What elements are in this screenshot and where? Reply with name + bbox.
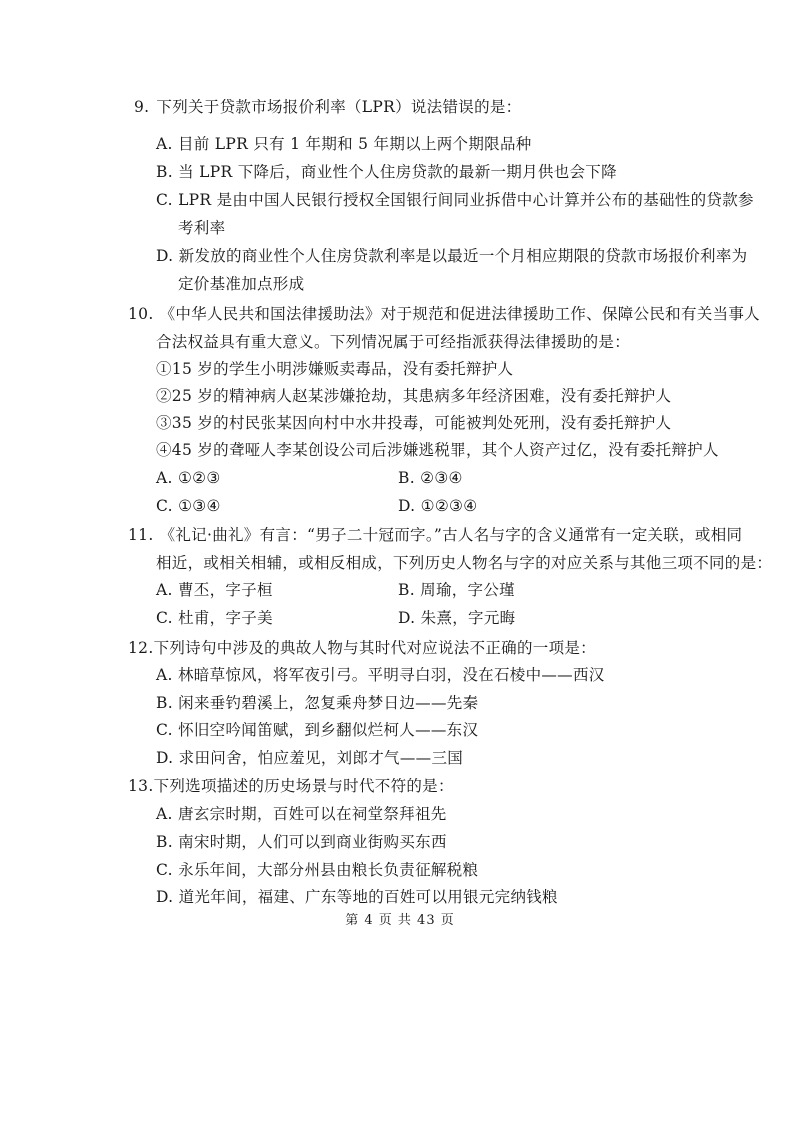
option-c: [156, 860, 478, 880]
option-letter: B.: [156, 833, 173, 851]
statement-4: ④45 岁的聋哑人李某创设公司后涉嫌逃税罪，其个人资产过亿，没有委托辩护人: [156, 441, 719, 459]
option-letter: C.: [156, 609, 173, 627]
option-text: 朱熹，字元晦: [420, 609, 516, 627]
stem-line-continued: 合法权益具有重大意义。下列情况属于可经指派获得法律援助的是：: [156, 333, 631, 351]
option-c: [156, 608, 273, 628]
option-text: 道光年间，福建、广东等地的百姓可以用银元完纳钱粮: [178, 888, 558, 906]
option-text: 求田问舍，怕应羞见，刘郎才气——三国: [178, 749, 464, 767]
option-a: [156, 665, 605, 685]
option-text: 目前 LPR 只有 1 年期和 5 年期以上两个期限品种: [177, 135, 532, 153]
option-letter: D.: [156, 749, 174, 767]
option-a: [156, 134, 532, 154]
question-number: 10.: [128, 305, 154, 323]
option-letter: A.: [156, 469, 173, 487]
option-text: 永乐年间，大部分州县由粮长负责征解税粮: [178, 861, 479, 879]
option-b: [156, 162, 617, 182]
option-d: [156, 748, 463, 768]
page-footer: 第 4 页 共 43 页: [345, 913, 455, 928]
option-d-continued: 定价基准加点形成: [178, 275, 305, 293]
question-number: 12.: [128, 639, 154, 657]
question-stem: [128, 776, 454, 796]
option-a: [156, 804, 447, 824]
option-c: [156, 720, 478, 740]
option-text: 当 LPR 下降后，商业性个人住房贷款的最新一期月供也会下降: [178, 163, 617, 181]
option-text: 闲来垂钓碧溪上，忽复乘舟梦日边——先秦: [178, 694, 479, 712]
option-text: 南宋时期，人们可以到商业街购买东西: [178, 833, 447, 851]
option-letter: C.: [156, 861, 173, 879]
option-b: [156, 832, 447, 852]
option-d: [398, 608, 515, 628]
option-letter: B.: [156, 163, 173, 181]
option-letter: C.: [156, 191, 173, 209]
stem-line: 《中华人民共和国法律援助法》对于规范和促进法律援助工作、保障公民和有关当事人: [159, 305, 760, 323]
option-text: 杜甫，字子美: [178, 609, 273, 627]
option-d: [156, 887, 558, 907]
option-letter: C.: [156, 497, 173, 515]
stem-line: 下列选项描述的历史场景与时代不符的是：: [153, 777, 454, 795]
option-text: ①②③④: [420, 497, 478, 515]
option-text: 林暗草惊风，将军夜引弓。平明寻白羽，没在石棱中——西汉: [177, 666, 605, 684]
option-letter: B.: [156, 694, 173, 712]
option-b: [398, 468, 463, 488]
option-letter: D.: [398, 497, 416, 515]
option-d: [398, 496, 477, 516]
stem-line: 下列诗句中涉及的典故人物与其时代对应说法不正确的一项是：: [153, 639, 596, 657]
stem-line-continued: 相近，或相关相辅，或相反相成，下列历史人物名与字的对应关系与其他三项不同的是：: [156, 554, 773, 572]
option-letter: A.: [156, 805, 173, 823]
option-b: [398, 580, 515, 600]
statement-2: ②25 岁的精神病人赵某涉嫌抢劫，其患病多年经济困难，没有委托辩护人: [156, 387, 672, 405]
option-b: [156, 693, 478, 713]
option-letter: D.: [156, 247, 174, 265]
option-text: 周瑜，字公瑾: [420, 581, 515, 599]
option-c: [156, 190, 754, 210]
question-number: 9.: [134, 98, 150, 116]
stem-line: 《礼记·曲礼》有言：“男子二十冠而字。”古人名与字的含义通常有一定关联，或相同: [159, 526, 743, 544]
statement-3: ③35 岁的村民张某因向村中水井投毒，可能被判处死刑，没有委托辩护人: [156, 414, 672, 432]
option-letter: C.: [156, 721, 173, 739]
statement-1: ①15 岁的学生小明涉嫌贩卖毒品，没有委托辩护人: [156, 360, 514, 378]
option-letter: D.: [398, 609, 416, 627]
option-text: 曹丕，字子桓: [177, 581, 273, 599]
option-c-continued: 考利率: [178, 219, 226, 237]
option-text: ①②③: [177, 469, 221, 487]
stem-line: 下列关于贷款市场报价利率（LPR）说法错误的是：: [156, 98, 522, 116]
option-letter: A.: [156, 666, 173, 684]
question-stem: [134, 97, 522, 117]
question-stem: [128, 304, 760, 324]
option-text: 怀旧空吟闻笛赋，到乡翻似烂柯人——东汉: [178, 721, 479, 739]
option-letter: D.: [156, 888, 174, 906]
option-a: [156, 468, 221, 488]
question-number: 13.: [128, 777, 154, 795]
option-letter: A.: [156, 135, 173, 153]
question-number: 11.: [128, 526, 154, 544]
option-d: [156, 246, 747, 266]
question-stem: [128, 525, 742, 545]
option-letter: B.: [398, 469, 415, 487]
option-a: [156, 580, 273, 600]
option-text: ②③④: [420, 469, 463, 487]
option-text: ①③④: [178, 497, 221, 515]
option-text: 唐玄宗时期，百姓可以在祠堂祭拜祖先: [177, 805, 447, 823]
option-c: [156, 496, 221, 516]
option-letter: B.: [398, 581, 415, 599]
option-letter: A.: [156, 581, 173, 599]
option-text: 新发放的商业性个人住房贷款利率是以最近一个月相应期限的贷款市场报价利率为: [178, 247, 748, 265]
question-stem: [128, 638, 596, 658]
option-text: LPR 是由中国人民银行授权全国银行间同业拆借中心计算并公布的基础性的贷款参: [178, 191, 754, 209]
